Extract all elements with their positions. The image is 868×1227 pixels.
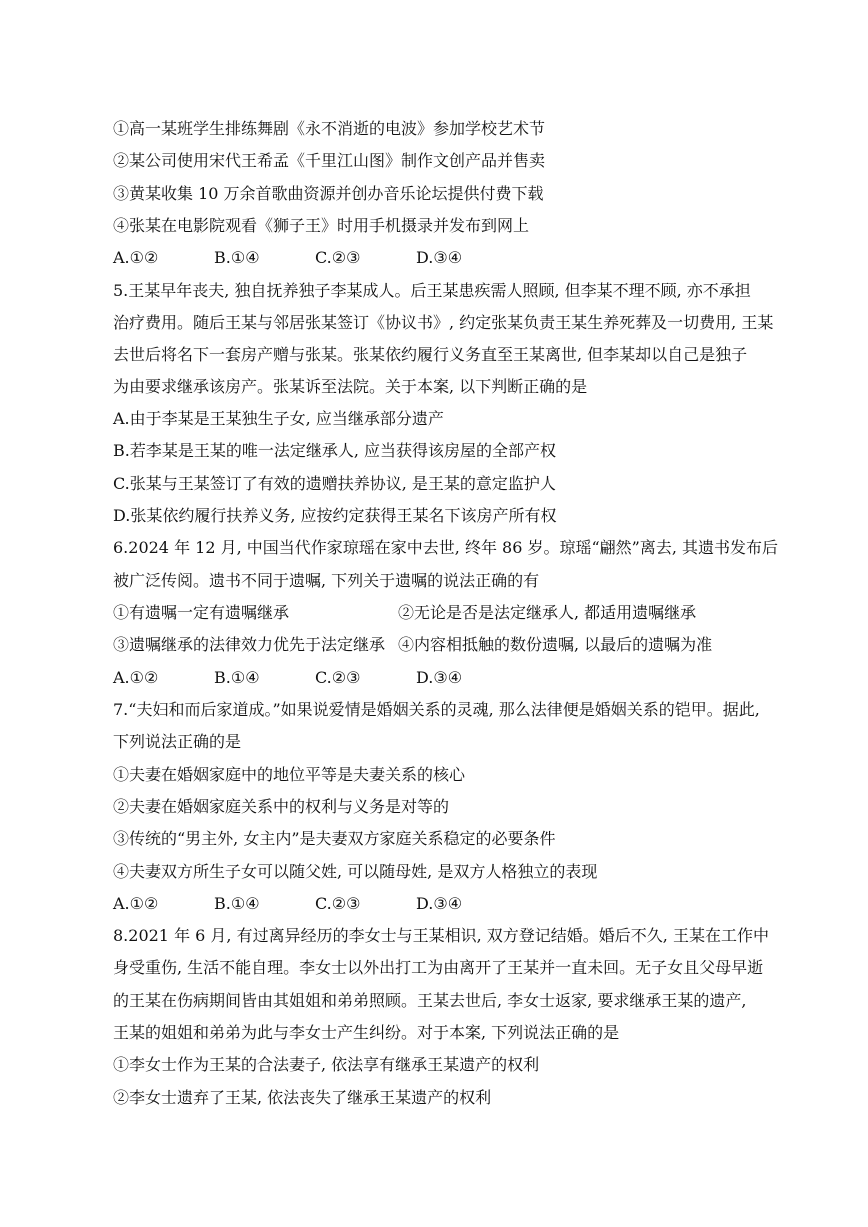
q4-item-1: ①高一某班学生排练舞剧《永不消逝的电波》参加学校艺术节: [113, 119, 546, 138]
q6-items-row-2: [113, 635, 713, 655]
q5-choice-a: A.由于李某是王某独生子女, 应当继承部分遗产: [113, 409, 444, 428]
q7-stem-line-2: 下列说法正确的是: [113, 732, 242, 751]
q7-item-2: ②夫妻在婚姻家庭关系中的权利与义务是对等的: [113, 797, 450, 816]
q5-stem-line-4: 为由要求继承该房产。张某诉至法院。关于本案, 以下判断正确的是: [113, 377, 588, 396]
q4-item-2: ②某公司使用宋代王希孟《千里江山图》制作文创产品并售卖: [113, 151, 546, 170]
q6-option-b: B.①④: [214, 668, 260, 687]
q6-option-a: A.①②: [113, 668, 159, 687]
q8-stem-line-1: 8.2021 年 6 月, 有过离异经历的李女士与王某相识, 双方登记结婚。婚后不久, 王某在工作中: [113, 926, 769, 945]
q7-item-1: ①夫妻在婚姻家庭中的地位平等是夫妻关系的核心: [113, 765, 466, 784]
q6-stem-line-1: 6.2024 年 12 月, 中国当代作家琼瑶在家中去世, 终年 86 岁。琼瑶“翩然”离去, 其遗书发布后: [113, 538, 779, 557]
q7-item-4: ④夫妻双方所生子女可以随父姓, 可以随母姓, 是双方人格独立的表现: [113, 862, 598, 881]
q7-item-3: ③传统的“男主外, 女主内”是夫妻双方家庭关系稳定的必要条件: [113, 829, 556, 848]
q8-item-1: ①李女士作为王某的合法妻子, 依法享有继承王某遗产的权利: [113, 1055, 540, 1074]
q5-choice-c: C.张某与王某签订了有效的遗赠扶养协议, 是王某的意定监护人: [113, 474, 556, 493]
q5-choice-b: B.若李某是王某的唯一法定继承人, 应当获得该房屋的全部产权: [113, 441, 557, 460]
q4-item-4: ④张某在电影院观看《狮子王》时用手机摄录并发布到网上: [113, 216, 530, 235]
q7-option-c: C.②③: [315, 894, 361, 913]
q7-stem-line-1: 7.“夫妇和而后家道成。”如果说爱情是婚姻关系的灵魂, 那么法律便是婚姻关系的铠甲。据此,: [113, 700, 760, 719]
q5-stem-line-2: 治疗费用。随后王某与邻居张某签订《协议书》, 约定张某负责王某生养死葬及一切费用, 王某: [113, 313, 774, 332]
q6-item-4: ④内容相抵触的数份遗嘱, 以最后的遗嘱为准: [398, 635, 713, 654]
q6-option-d: D.③④: [416, 668, 463, 687]
q5-stem-line-3: 去世后将名下一套房产赠与张某。张某依约履行义务直至王某离世, 但李某却以自己是独子: [113, 345, 748, 364]
q4-option-c: C.②③: [315, 248, 361, 267]
q4-option-a: A.①②: [113, 248, 159, 267]
q8-stem-line-3: 的王某在伤病期间皆由其姐姐和弟弟照顾。王某去世后, 李女士返家, 要求继承王某的遗产,: [113, 991, 747, 1010]
q7-option-b: B.①④: [214, 894, 260, 913]
q4-option-d: D.③④: [416, 248, 463, 267]
q4-option-b: B.①④: [214, 248, 260, 267]
q8-stem-line-2: 身受重伤, 生活不能自理。李女士以外出打工为由离开了王某并一直未回。无子女且父母早逝: [113, 958, 764, 977]
q8-item-2: ②李女士遗弃了王某, 依法丧失了继承王某遗产的权利: [113, 1088, 492, 1107]
q6-item-1: ①有遗嘱一定有遗嘱继承: [113, 603, 290, 622]
q5-stem-line-1: 5.王某早年丧夫, 独自抚养独子李某成人。后王某患疾需人照顾, 但李某不理不顾, 亦不承担: [113, 281, 751, 300]
q6-item-2: ②无论是否是法定继承人, 都适用遗嘱继承: [398, 603, 697, 622]
q5-choice-d: D.张某依约履行扶养义务, 应按约定获得王某名下该房产所有权: [113, 506, 557, 525]
q7-option-d: D.③④: [416, 894, 463, 913]
q6-stem-line-2: 被广泛传阅。遗书不同于遗嘱, 下列关于遗嘱的说法正确的有: [113, 571, 540, 590]
q6-items-row-1: [113, 603, 697, 623]
q6-item-3: ③遗嘱继承的法律效力优先于法定继承: [113, 635, 386, 654]
q4-item-3: ③黄某收集 10 万余首歌曲资源并创办音乐论坛提供付费下载: [113, 184, 544, 203]
q7-option-a: A.①②: [113, 894, 159, 913]
q6-option-c: C.②③: [315, 668, 361, 687]
q8-stem-line-4: 王某的姐姐和弟弟为此与李女士产生纠纷。对于本案, 下列说法正确的是: [113, 1023, 620, 1042]
